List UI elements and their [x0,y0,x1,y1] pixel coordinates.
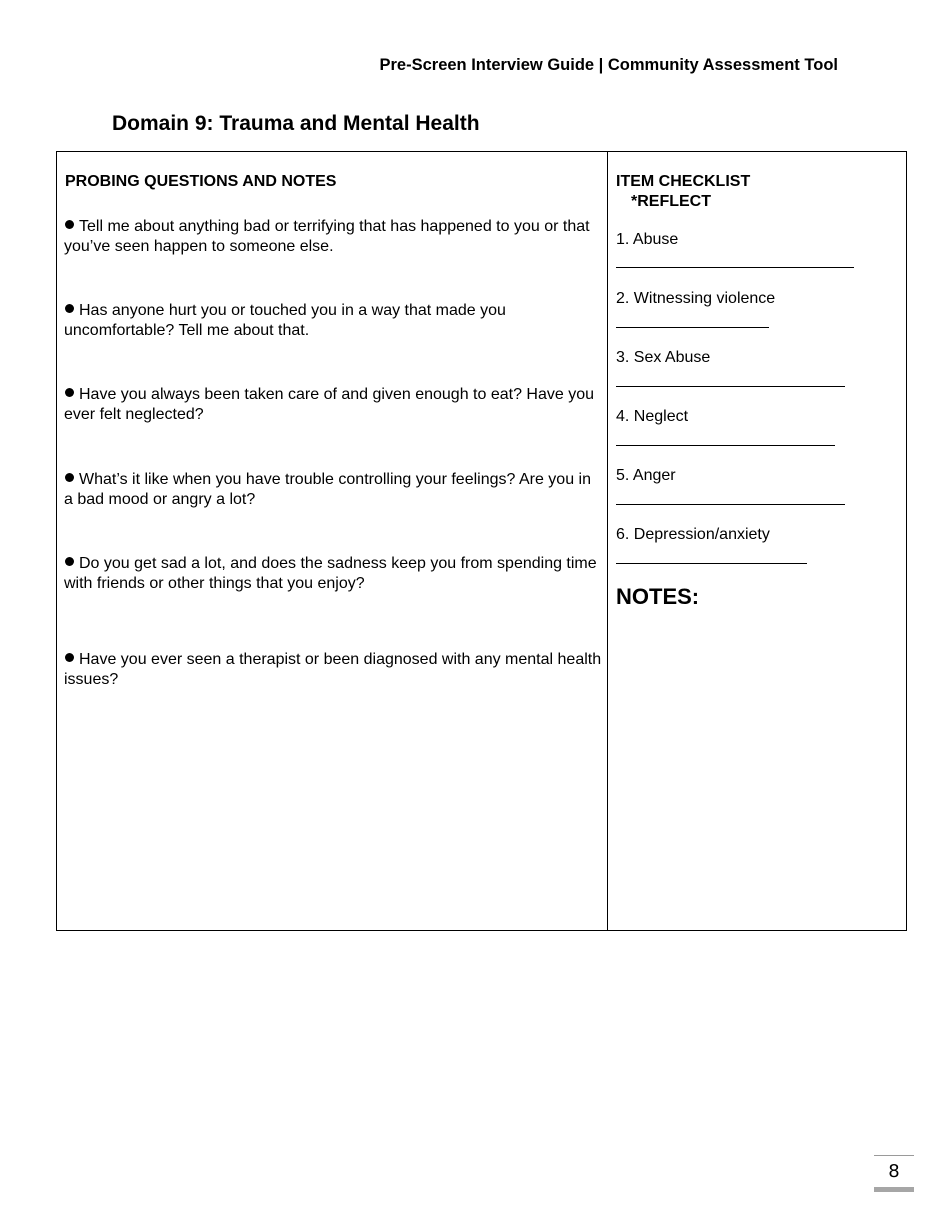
question-text: Tell me about anything bad or terrifying that has happened to you or that you’ve seen happen to someone else. [64,218,590,255]
bullet-icon [65,473,74,482]
sex-abuse-answer-line[interactable] [616,386,845,387]
page-number-top-rule [874,1155,914,1156]
checklist-item-sex-abuse: 3. Sex Abuse [616,349,711,366]
assessment-table [56,151,907,931]
bullet-icon [65,220,74,229]
bullet-icon [65,557,74,566]
neglect-answer-line[interactable] [616,445,835,446]
anger-answer-line[interactable] [616,504,845,505]
item-checklist-heading: ITEM CHECKLIST [616,173,751,190]
question-item [64,650,604,689]
question-text: Do you get sad a lot, and does the sadness keep you from spending time with friends or other things that you enjoy? [64,555,597,592]
probing-questions-heading: PROBING QUESTIONS AND NOTES [65,173,337,190]
probing-questions-column [57,152,607,930]
domain-title: Domain 9: Trauma and Mental Health [112,112,480,135]
question-text: What’s it like when you have trouble controlling your feelings? Are you in a bad mood or angry a lot? [64,471,591,508]
checklist-item-witnessing-violence: 2. Witnessing violence [616,290,776,307]
bullet-icon [65,304,74,313]
abuse-answer-line[interactable] [616,267,854,268]
question-item [64,301,604,340]
question-item [64,470,604,509]
question-text: Has anyone hurt you or touched you in a way that made you uncomfortable? Tell me about that. [64,302,506,339]
page-number: 8 [888,1161,900,1182]
question-item [64,217,604,256]
checklist-item-anger: 5. Anger [616,467,676,484]
checklist-item-neglect: 4. Neglect [616,408,689,425]
question-text: Have you always been taken care of and given enough to eat? Have you ever felt neglected? [64,386,595,423]
question-text: Have you ever seen a therapist or been diagnosed with any mental health issues? [64,651,602,688]
bullet-icon [65,653,74,662]
page-number-bottom-bar [874,1187,914,1192]
question-item [64,385,604,424]
question-item [64,554,604,593]
page-header-title: Pre-Screen Interview Guide | Community Assessment Tool [379,56,838,74]
reflect-subheading: *REFLECT [631,193,711,210]
checklist-item-abuse: 1. Abuse [616,231,679,248]
item-checklist-column [608,152,906,930]
checklist-item-depression-anxiety: 6. Depression/anxiety [616,526,770,543]
depression-anxiety-answer-line[interactable] [616,563,807,564]
bullet-icon [65,388,74,397]
notes-heading: NOTES: [616,584,700,609]
witnessing-violence-answer-line[interactable] [616,327,769,328]
